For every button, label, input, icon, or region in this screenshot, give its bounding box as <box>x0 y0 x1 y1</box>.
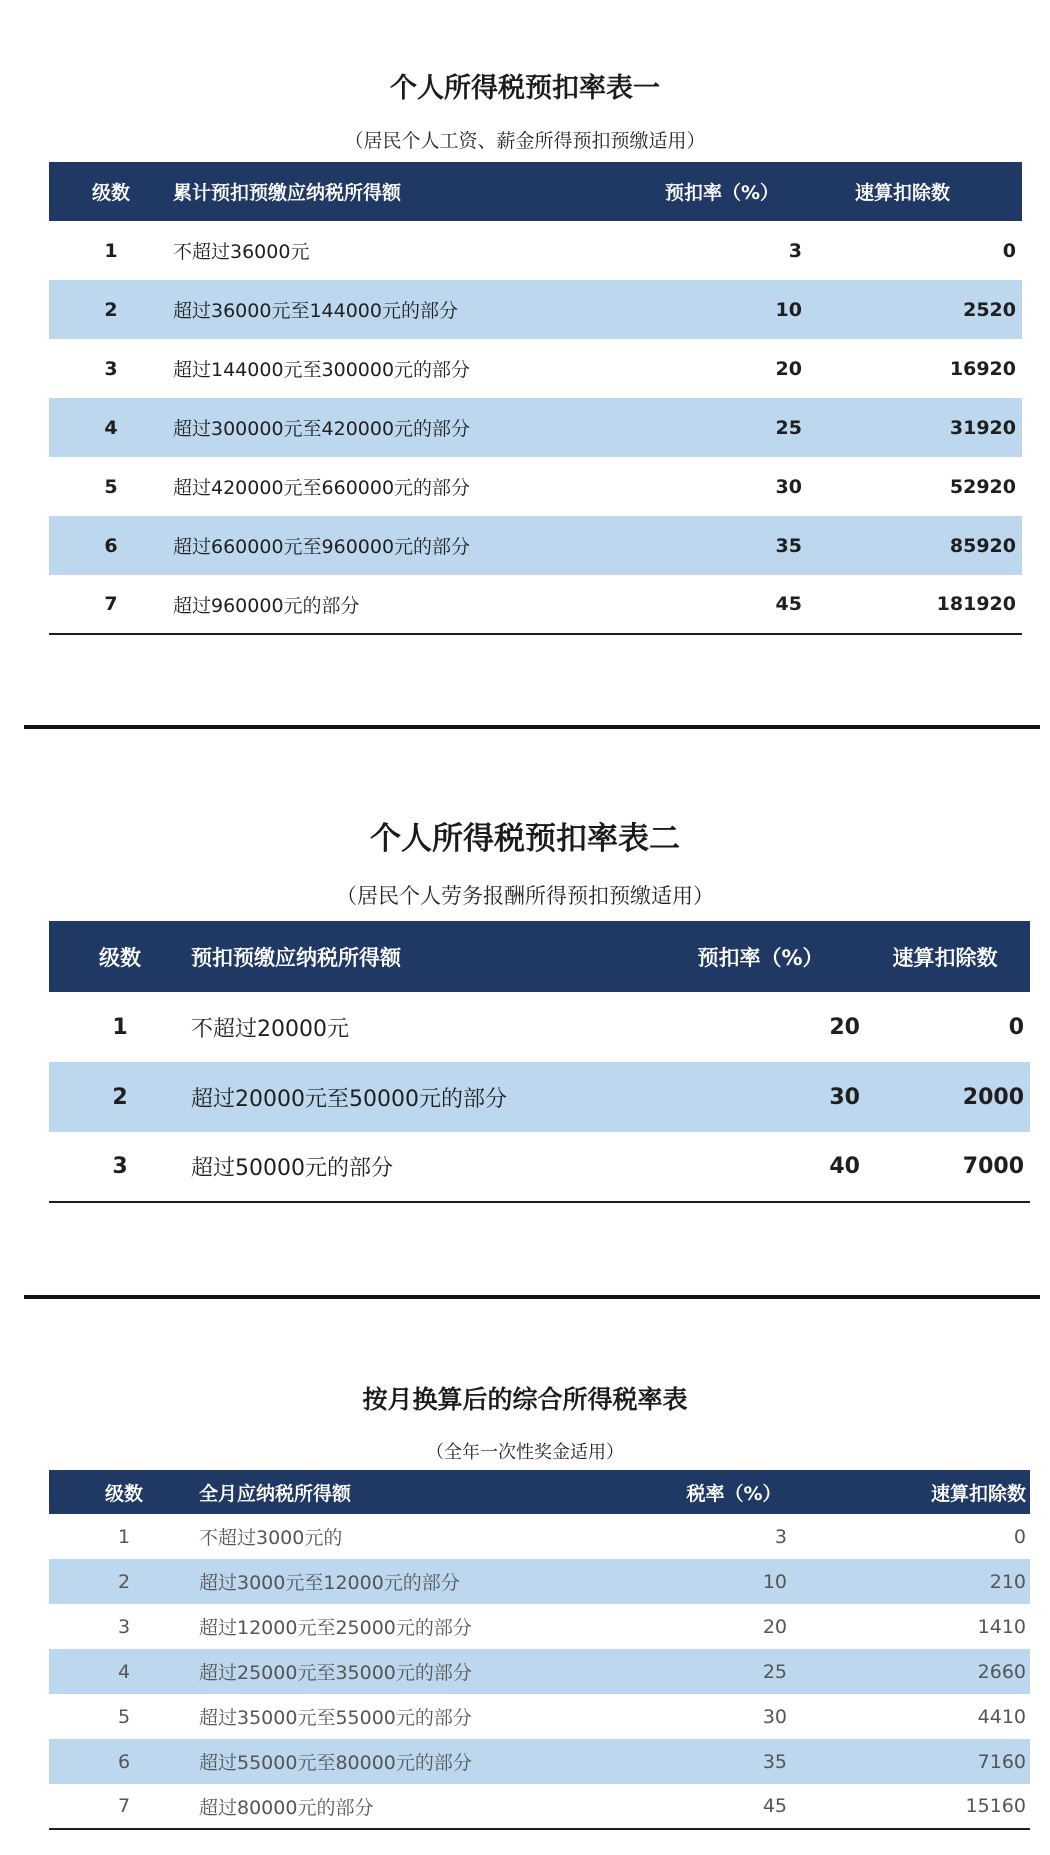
cell-rate: 35 <box>649 1739 819 1784</box>
cell-rate: 20 <box>829 1014 860 1040</box>
cell-income: 超过300000元至420000元的部分 <box>173 398 593 457</box>
table1 <box>49 162 1022 635</box>
cell-income: 超过12000元至25000元的部分 <box>199 1617 472 1639</box>
table-row <box>49 575 1022 634</box>
cell-income: 超过50000元的部分 <box>191 1132 661 1202</box>
table-row <box>49 339 1022 398</box>
cell-income: 超过25000元至35000元的部分 <box>199 1649 649 1694</box>
cell-income: 超过80000元的部分 <box>199 1784 649 1829</box>
section-divider <box>24 725 1040 729</box>
cell-level: 2 <box>49 1062 191 1132</box>
table3 <box>49 1470 1030 1830</box>
cell-rate: 10 <box>593 280 855 339</box>
cell-level: 5 <box>117 1705 131 1728</box>
cell-level: 3 <box>49 1132 191 1202</box>
cell-rate: 25 <box>593 398 855 457</box>
cell-deduction: 7000 <box>860 1132 1030 1202</box>
table-row <box>49 1604 1030 1649</box>
cell-income: 超过55000元至80000元的部分 <box>199 1739 649 1784</box>
cell-income: 超过144000元至300000元的部分 <box>173 359 471 381</box>
cell-income: 超过3000元至12000元的部分 <box>199 1559 649 1604</box>
cell-level: 5 <box>104 475 118 498</box>
table-row <box>49 1649 1030 1694</box>
header-rate: 预扣率（%） <box>593 162 855 221</box>
cell-rate: 30 <box>775 475 802 498</box>
table2-subtitle: （居民个人劳务报酬所得预扣预缴适用） <box>336 884 714 908</box>
header-rate: 税率（%） <box>649 1470 819 1514</box>
cell-income: 不超过3000元的 <box>199 1527 343 1549</box>
cell-level: 4 <box>49 1649 199 1694</box>
cell-income: 超过36000元至144000元的部分 <box>173 280 593 339</box>
cell-level: 4 <box>49 398 173 457</box>
table2-title: 个人所得税预扣率表二 <box>370 821 680 857</box>
cell-level: 1 <box>117 1525 131 1548</box>
table-header-row <box>49 1470 1030 1514</box>
cell-deduction: 2520 <box>855 280 1022 339</box>
header-deduction: 速算扣除数 <box>860 921 1030 992</box>
header-rate: 预扣率（%） <box>661 921 860 992</box>
table-row <box>49 221 1022 280</box>
table-row <box>49 1559 1030 1604</box>
cell-level: 2 <box>49 1559 199 1604</box>
table-header-row <box>49 162 1022 221</box>
table-row <box>49 1694 1030 1739</box>
cell-deduction: 181920 <box>855 575 1022 634</box>
header-income: 累计预扣预缴应纳税所得额 <box>173 162 593 221</box>
cell-level: 3 <box>117 1615 131 1638</box>
cell-level: 7 <box>49 575 173 634</box>
cell-income: 超过420000元至660000元的部分 <box>173 477 471 499</box>
header-level: 级数 <box>49 921 191 992</box>
header-deduction: 速算扣除数 <box>819 1470 1030 1514</box>
cell-income: 超过960000元的部分 <box>173 575 593 634</box>
cell-rate: 20 <box>775 357 802 380</box>
table-header-row <box>49 921 1030 992</box>
cell-deduction: 1410 <box>977 1615 1026 1638</box>
cell-deduction: 85920 <box>855 516 1022 575</box>
header-income: 预扣预缴应纳税所得额 <box>191 921 661 992</box>
cell-deduction: 0 <box>1013 1525 1026 1548</box>
cell-level: 1 <box>112 1014 128 1040</box>
cell-income: 超过35000元至55000元的部分 <box>199 1707 472 1729</box>
cell-income: 不超过36000元 <box>173 241 310 263</box>
cell-level: 7 <box>49 1784 199 1829</box>
header-level: 级数 <box>49 1470 199 1514</box>
cell-rate: 25 <box>649 1649 819 1694</box>
table-row <box>49 516 1022 575</box>
cell-deduction: 4410 <box>977 1705 1026 1728</box>
cell-deduction: 7160 <box>819 1739 1030 1784</box>
cell-level: 3 <box>104 357 118 380</box>
cell-income: 超过20000元至50000元的部分 <box>191 1062 661 1132</box>
cell-level: 6 <box>49 1739 199 1784</box>
cell-deduction: 31920 <box>855 398 1022 457</box>
cell-rate: 10 <box>649 1559 819 1604</box>
table-row <box>49 1132 1030 1202</box>
cell-deduction: 2660 <box>819 1649 1030 1694</box>
table3-title: 按月换算后的综合所得税率表 <box>362 1385 688 1414</box>
table-row <box>49 1739 1030 1784</box>
cell-rate: 30 <box>762 1705 787 1728</box>
table-row <box>49 992 1030 1062</box>
cell-level: 1 <box>104 239 118 262</box>
cell-level: 2 <box>49 280 173 339</box>
header-deduction: 速算扣除数 <box>855 162 1022 221</box>
cell-income: 不超过20000元 <box>191 1016 349 1042</box>
cell-rate: 3 <box>774 1525 787 1548</box>
section-divider <box>24 1295 1040 1299</box>
cell-rate: 20 <box>762 1615 787 1638</box>
table1-subtitle: （居民个人工资、薪金所得预扣预缴适用） <box>344 130 706 152</box>
header-level: 级数 <box>49 162 173 221</box>
cell-deduction: 0 <box>1008 1014 1024 1040</box>
cell-income: 超过660000元至960000元的部分 <box>173 516 593 575</box>
cell-level: 6 <box>49 516 173 575</box>
table-row <box>49 1062 1030 1132</box>
table1-title: 个人所得税预扣率表一 <box>390 73 660 104</box>
cell-rate: 3 <box>788 239 802 262</box>
table-row <box>49 280 1022 339</box>
cell-rate: 40 <box>661 1132 860 1202</box>
cell-rate: 35 <box>593 516 855 575</box>
cell-deduction: 15160 <box>819 1784 1030 1829</box>
cell-deduction: 0 <box>1002 239 1016 262</box>
table-row <box>49 457 1022 516</box>
table3-subtitle: （全年一次性奖金适用） <box>426 1442 624 1463</box>
cell-deduction: 2000 <box>860 1062 1030 1132</box>
table2 <box>49 921 1030 1203</box>
cell-deduction: 210 <box>819 1559 1030 1604</box>
table-row <box>49 398 1022 457</box>
header-income: 全月应纳税所得额 <box>199 1470 649 1514</box>
table-row <box>49 1514 1030 1559</box>
cell-rate: 45 <box>593 575 855 634</box>
cell-rate: 45 <box>649 1784 819 1829</box>
table-row <box>49 1784 1030 1829</box>
cell-deduction: 16920 <box>949 357 1016 380</box>
cell-rate: 30 <box>661 1062 860 1132</box>
cell-deduction: 52920 <box>949 475 1016 498</box>
